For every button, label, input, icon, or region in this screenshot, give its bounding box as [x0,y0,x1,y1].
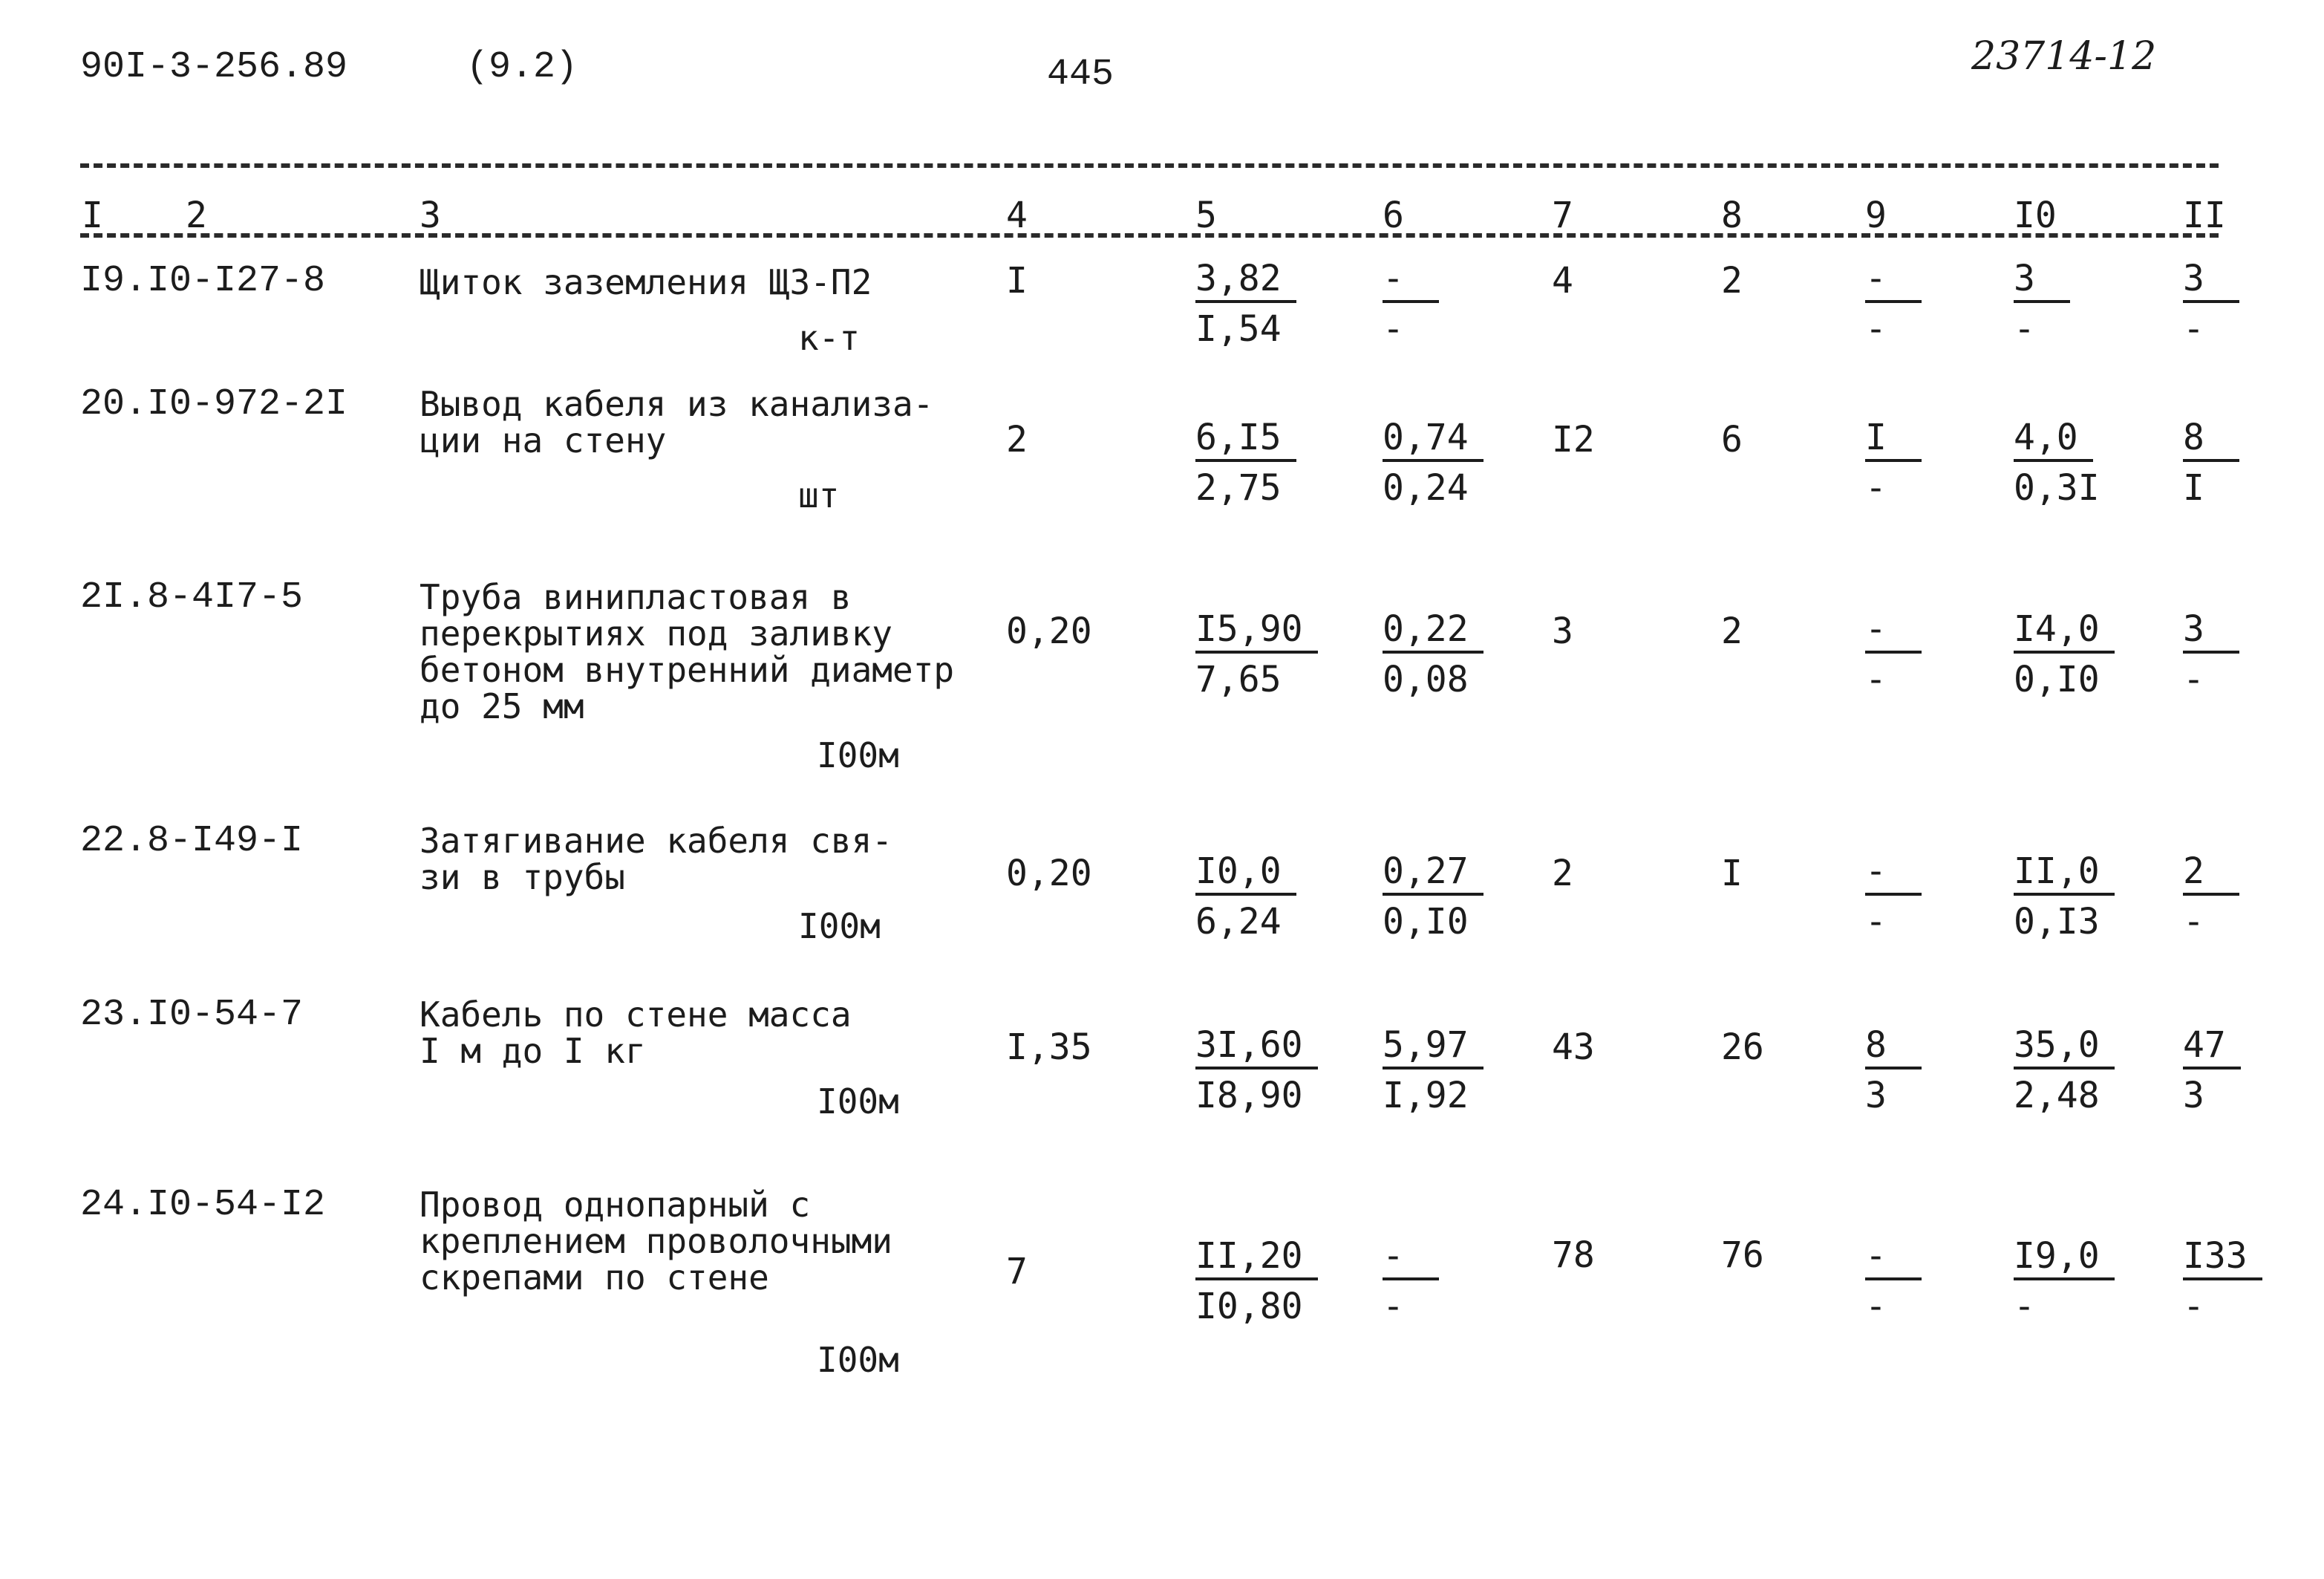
row-col8: 2 [1721,260,1743,302]
row-code: 2I.8-4I7-5 [80,576,304,619]
row-unit: I00м [817,1340,899,1380]
col9-top: I [1865,416,1922,462]
row-col7: 2 [1552,853,1573,894]
column-number-2: 2 [186,195,207,236]
col11-bottom: - [2183,659,2204,700]
col11-bottom: - [2183,308,2204,350]
col9-bottom: 3 [1865,1075,1887,1116]
col10-bottom: - [2014,1286,2035,1327]
row-col6 [1383,1234,1516,1328]
col5-bottom: 6,24 [1195,901,1282,942]
col11-top: I33 [2183,1234,2262,1280]
col5-bottom: I0,80 [1195,1286,1303,1327]
col10-bottom: 2,48 [2014,1075,2100,1116]
row-col7: 43 [1552,1026,1595,1068]
col11-top: 3 [2183,257,2239,303]
col10-bottom: 0,I0 [2014,659,2100,700]
col10-top: 3 [2014,257,2070,303]
col11-bottom: - [2183,1286,2204,1327]
column-number-4: 4 [1006,195,1028,236]
row-col8: 6 [1721,419,1743,460]
col11-top: 3 [2183,608,2239,654]
col11-bottom: 3 [2183,1075,2204,1116]
column-number-1: I [82,195,103,236]
row-col9 [1865,416,1962,509]
col5-bottom: 2,75 [1195,467,1282,509]
row-col10 [2014,608,2147,701]
row-code: 20.I0-972-2I [80,383,348,426]
row-col6 [1383,850,1516,943]
col9-top: - [1865,1234,1922,1280]
row-description: Кабель по стене масса I м до I кг [420,994,852,1071]
col6-bottom: 0,08 [1383,659,1469,700]
column-number-10: I0 [2014,195,2057,236]
row-quantity: I,35 [1006,1026,1092,1068]
top-dashed-rule [80,163,2219,168]
row-col5 [1195,1234,1329,1328]
col11-top: 47 [2183,1023,2241,1070]
col6-top: 0,22 [1383,608,1483,654]
row-col8: I [1721,853,1743,894]
col5-bottom: 7,65 [1195,659,1282,700]
col11-top: 8 [2183,416,2239,462]
row-col6 [1383,1023,1516,1117]
col6-top: 5,97 [1383,1023,1483,1070]
row-col11 [2183,850,2279,943]
row-description: Затягивание кабеля свя- зи в трубы [420,821,892,897]
col11-top: 2 [2183,850,2239,896]
row-col5 [1195,257,1329,351]
column-number-8: 8 [1721,195,1743,236]
col6-top: 0,27 [1383,850,1483,896]
col5-top: 3I,60 [1195,1023,1318,1070]
row-code: 22.8-I49-I [80,820,304,862]
col5-top: 3,82 [1195,257,1296,303]
row-col9 [1865,608,1962,701]
col9-bottom: - [1865,467,1887,509]
col5-top: I0,0 [1195,850,1296,896]
col6-bottom: - [1383,308,1404,350]
row-col8: 76 [1721,1234,1764,1276]
row-code: I9.I0-I27-8 [80,260,326,302]
row-col8: 2 [1721,611,1743,652]
col5-top: I5,90 [1195,608,1318,654]
col9-bottom: - [1865,901,1887,942]
row-code: 23.I0-54-7 [80,994,304,1036]
col6-bottom: 0,24 [1383,467,1469,509]
col10-top: 35,0 [2014,1023,2115,1070]
row-col10 [2014,416,2147,509]
row-col7: 78 [1552,1234,1595,1276]
row-quantity: 2 [1006,419,1028,460]
col10-top: I9,0 [2014,1234,2115,1280]
col10-bottom: 0,I3 [2014,901,2100,942]
row-col6 [1383,257,1516,351]
col10-bottom: - [2014,308,2035,350]
col9-top: - [1865,257,1922,303]
row-quantity: I [1006,260,1028,302]
col5-bottom: I,54 [1195,308,1282,350]
col9-top: - [1865,850,1922,896]
col5-top: 6,I5 [1195,416,1296,462]
col10-top: I4,0 [2014,608,2115,654]
row-quantity: 0,20 [1006,853,1092,894]
row-description: Вывод кабеля из канализа- ции на стену [420,384,934,460]
row-col11 [2183,416,2279,509]
row-quantity: 7 [1006,1251,1028,1292]
page-number: 445 [1047,53,1114,96]
col6-bottom: - [1383,1286,1404,1327]
col6-top: 0,74 [1383,416,1483,462]
row-code: 24.I0-54-I2 [80,1184,326,1226]
column-number-6: 6 [1383,195,1404,236]
row-col11 [2183,257,2279,351]
col9-top: - [1865,608,1922,654]
handwritten-reference: 23714-12 [1971,34,2157,79]
row-col11 [2183,1023,2279,1117]
col5-top: II,20 [1195,1234,1318,1280]
row-unit: к-т [798,318,861,358]
row-col9 [1865,850,1962,943]
col5-bottom: I8,90 [1195,1075,1303,1116]
row-col10 [2014,257,2147,351]
row-unit: I00м [817,1081,899,1121]
row-unit: шт [798,475,840,515]
col9-bottom: - [1865,659,1887,700]
column-number-11: II [2183,195,2226,236]
row-unit: I00м [798,906,881,946]
col9-bottom: - [1865,1286,1887,1327]
row-col6 [1383,608,1516,701]
col6-top: - [1383,1234,1439,1280]
column-number-7: 7 [1552,195,1573,236]
col6-top: - [1383,257,1439,303]
col10-bottom: 0,3I [2014,467,2100,509]
row-unit: I00м [817,735,899,775]
column-number-3: 3 [420,195,441,236]
document-number: 90I-3-256.89 [80,46,348,88]
row-col9 [1865,257,1962,351]
col10-top: 4,0 [2014,416,2093,462]
row-col5 [1195,1023,1329,1117]
row-col8: 26 [1721,1026,1764,1068]
col6-bottom: I,92 [1383,1075,1469,1116]
row-quantity: 0,20 [1006,611,1092,652]
row-col7: 3 [1552,611,1573,652]
col11-bottom: - [2183,901,2204,942]
row-col9 [1865,1234,1962,1328]
row-col7: 4 [1552,260,1573,302]
row-col11 [2183,1234,2279,1328]
row-col6 [1383,416,1516,509]
column-number-9: 9 [1865,195,1887,236]
row-description: Щиток заземления ЩЗ-П2 [420,262,872,302]
row-col10 [2014,1234,2147,1328]
header-dashed-rule [80,233,2219,238]
row-col5 [1195,608,1329,701]
row-col11 [2183,608,2279,701]
col6-bottom: 0,I0 [1383,901,1469,942]
row-col10 [2014,850,2147,943]
col9-top: 8 [1865,1023,1922,1070]
row-col5 [1195,416,1329,509]
section-number: (9.2) [466,46,578,88]
row-col7: I2 [1552,419,1595,460]
row-col9 [1865,1023,1962,1117]
col11-bottom: I [2183,467,2204,509]
col9-bottom: - [1865,308,1887,350]
row-col5 [1195,850,1329,943]
row-description: Провод однопарный с креплением проволочными скрепами по стене [420,1185,892,1298]
row-description: Труба винипластовая в перекрытиях под заливку бетоном внутренний диаметр до 25 мм [420,577,955,726]
col10-top: II,0 [2014,850,2115,896]
column-number-5: 5 [1195,195,1217,236]
row-col10 [2014,1023,2147,1117]
